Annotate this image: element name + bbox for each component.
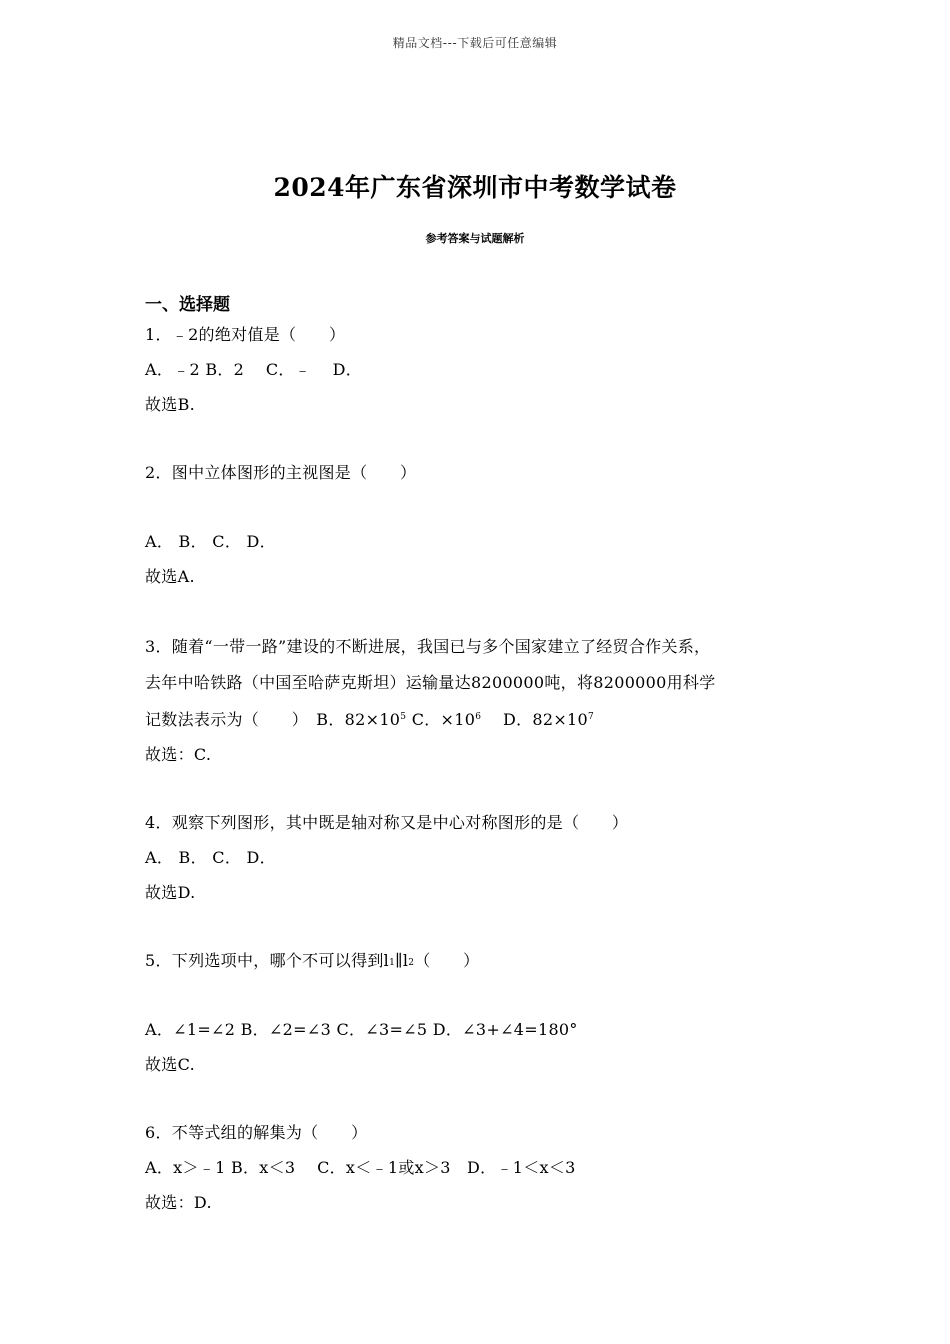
q1-stem: 1．﹣2的绝对值是（ ） — [145, 325, 346, 344]
q5-subscript-2: 2 — [408, 958, 415, 968]
q3-stem-line-2: 去年中哈铁路（中国至哈萨克斯坦）运输量达8200000吨，将8200000用科学 — [145, 673, 716, 692]
document-subtitle: 参考答案与试题解析 — [425, 232, 525, 245]
q5-options: A．∠1=∠2 B．∠2=∠3 C．∠3=∠5 D．∠3+∠4=180° — [145, 1020, 578, 1039]
q3-line-3-part-a: 记数法表示为（ ） B．82×10 — [145, 710, 401, 729]
q3-exponent-d: 7 — [588, 712, 595, 722]
q2-options: A． B． C． D． — [145, 532, 276, 551]
q3-line-3-part-b: C．×10 — [406, 710, 476, 729]
q4-answer: 故选D. — [145, 883, 196, 902]
q3-stem-line-1: 3．随着“一带一路”建设的不断进展，我国已与多个国家建立了经贸合作关系， — [145, 637, 711, 656]
q5-stem-part-a: 5．下列选项中，哪个不可以得到l — [145, 951, 390, 970]
q3-stem-line-3 — [145, 709, 594, 731]
q4-options: A． B． C． D． — [145, 848, 276, 867]
q1-answer: 故选B. — [145, 395, 196, 414]
q2-stem: 2．图中立体图形的主视图是（ ） — [145, 463, 417, 482]
q6-answer: 故选：D. — [145, 1193, 212, 1212]
q6-options: A．x＞﹣1 B．x＜3 C．x＜﹣1或x＞3 D．﹣1＜x＜3 — [145, 1158, 576, 1177]
q3-answer: 故选：C. — [145, 745, 212, 764]
q5-subscript-1: 1 — [389, 958, 396, 968]
q4-stem: 4．观察下列图形，其中既是轴对称又是中心对称图形的是（ ） — [145, 813, 629, 832]
q5-stem — [145, 950, 479, 972]
q3-line-3-part-c: D．82×10 — [481, 710, 589, 729]
q1-options: A．﹣2 B．2 C．﹣ D． — [145, 360, 363, 379]
q5-stem-part-b: ∥l — [395, 951, 409, 970]
q3-exponent-c: 6 — [475, 712, 482, 722]
q3-exponent-b: 5 — [400, 712, 407, 722]
document-title: 2024年广东省深圳市中考数学试卷 — [273, 173, 677, 202]
q2-answer: 故选A. — [145, 567, 195, 586]
page-header-watermark: 精品文档---下载后可任意编辑 — [392, 36, 558, 50]
q6-stem: 6．不等式组的解集为（ ） — [145, 1123, 368, 1142]
q5-answer: 故选C. — [145, 1055, 195, 1074]
section-heading: 一、选择题 — [145, 295, 230, 315]
q5-stem-part-c: （ ） — [414, 951, 480, 970]
